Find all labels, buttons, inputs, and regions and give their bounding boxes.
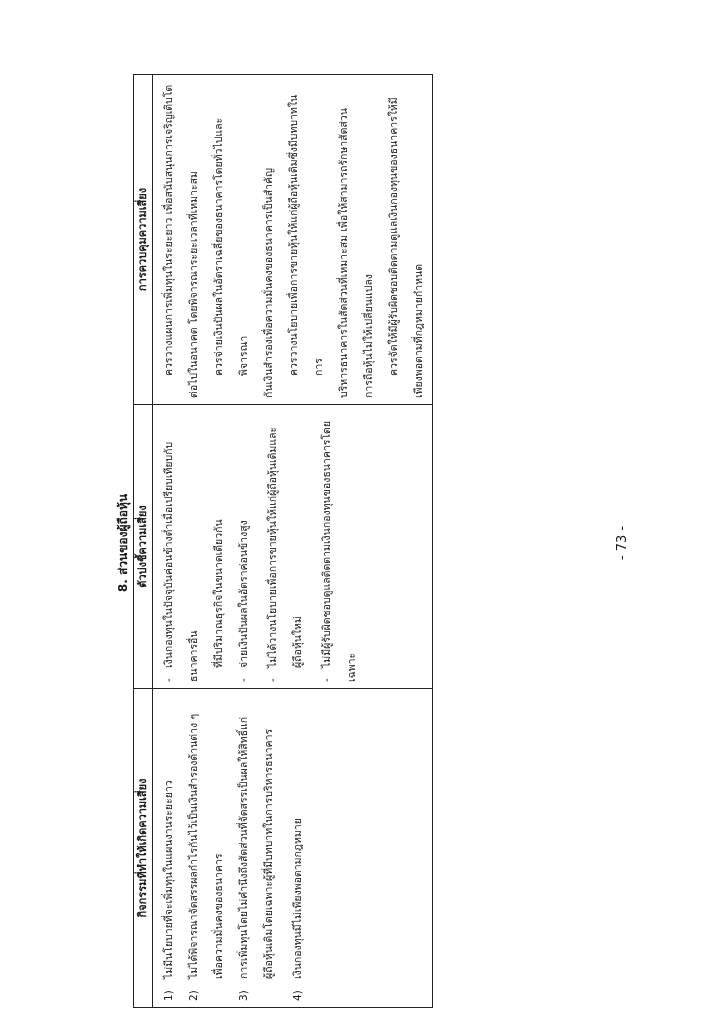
section-title: 8. ส่วนของผู้ถือหุ้น xyxy=(116,493,130,593)
control-line-5: ควรวางนโยบายเพื่อการขายหุ้นให้แก่ผู้ถือหุ้นเดิมซึ่งมีบทบาทในการ xyxy=(288,94,325,376)
control-line-2: ต่อไปในอนาคต โดยพิจารณาระยะเวลาที่เหมาะสม xyxy=(188,171,200,398)
control-line-1: ควรวางแผนการเพิ่มทุนในระยะยาว เพื่อสนับสนุนการเจริญเติบโต xyxy=(163,84,175,376)
activity-item-3-cont: ผู้ถือหุ้นเดิมโดยเฉพาะผู้ที่มีบทบาทในการบริหารธนาคาร xyxy=(263,728,275,979)
header-indicator: ตัวบ่งชี้ความเสี่ยง xyxy=(134,405,153,689)
activity-cell xyxy=(153,689,433,1008)
activity-item-4: 4)เงินกองทุนมีไม่เพียงพอตามกฎหมาย xyxy=(292,818,304,1001)
control-line-6: บริหารธนาคารในสัดส่วนที่เหมาะสม เพื่อให้สามารถรักษาสัดส่วน xyxy=(338,108,350,398)
risk-table xyxy=(133,74,433,1008)
rotated-content xyxy=(115,78,675,1008)
table-row xyxy=(153,75,433,1008)
activity-item-3: 3)การเพิ่มทุนโดยไม่คำนึงถึงสัดส่วนที่จัดสรรเป็นผลให้สิทธิ์แก่ xyxy=(238,716,250,1001)
table-header-row xyxy=(134,75,153,1008)
indicator-item-1: -เงินกองทุนในปัจจุบันค่อนข้างต่ำเมื่อเปรียบเทียบกับธนาคารอื่น xyxy=(163,441,200,682)
indicator-item-3: -ไม่ได้วางนโยบายเพื่อการขายหุ้นให้แก่ผู้ถือหุ้นเดิมและ xyxy=(267,426,279,682)
indicator-item-3-cont: ผู้ถือหุ้นใหม่ xyxy=(292,616,304,668)
indicator-item-2: -จ่ายเงินปันผลในอัตราค่อนข้างสูง xyxy=(238,520,250,682)
header-control: การควบคุมความเสี่ยง xyxy=(134,75,153,405)
page-number: - 73 - xyxy=(615,525,630,561)
indicator-item-1-cont: ที่มีปริมาณธุรกิจในขนาดเดียวกัน xyxy=(213,519,225,668)
activity-item-2-cont: เพื่อความมั่นคงของธนาคาร xyxy=(213,853,225,979)
indicator-cell xyxy=(153,405,433,689)
indicator-item-4: -ไม่มีผู้รับผิดชอบดูแลติดตามเงินกองทุนของธนาคารโดยเฉพาะ xyxy=(321,421,358,682)
control-line-9: เพียงพอตามที่กฎหมายกำหนด xyxy=(413,263,425,398)
header-activity: กิจกรรมที่ทำให้เกิดความเสี่ยง xyxy=(134,689,153,1008)
control-line-8: ควรจัดให้มีผู้รับผิดชอบติดตามดูแลเงินกองทุนของธนาคารให้มี xyxy=(388,97,400,376)
control-line-4: กันเงินสำรองเพื่อความมั่นคงของธนาคารเป็นสำคัญ xyxy=(263,168,275,398)
activity-item-1: 1)ไม่มีนโยบายที่จะเพิ่มทุนในแผนงานระยะยาว xyxy=(163,780,175,1001)
control-cell xyxy=(153,75,433,405)
activity-item-2: 2)ไม่ได้พิจารณาจัดสรรผลกำไรกันไว้เป็นเงินสำรองด้านต่าง ๆ xyxy=(188,713,200,1001)
control-line-3: ควรจ่ายเงินปันผลในอัตราเฉลี่ยของธนาคารโดยทั่วไปและพิจารณา xyxy=(213,117,250,376)
control-line-7: การถือหุ้นไม่ให้เปลี่ยนแปลง xyxy=(363,274,375,398)
